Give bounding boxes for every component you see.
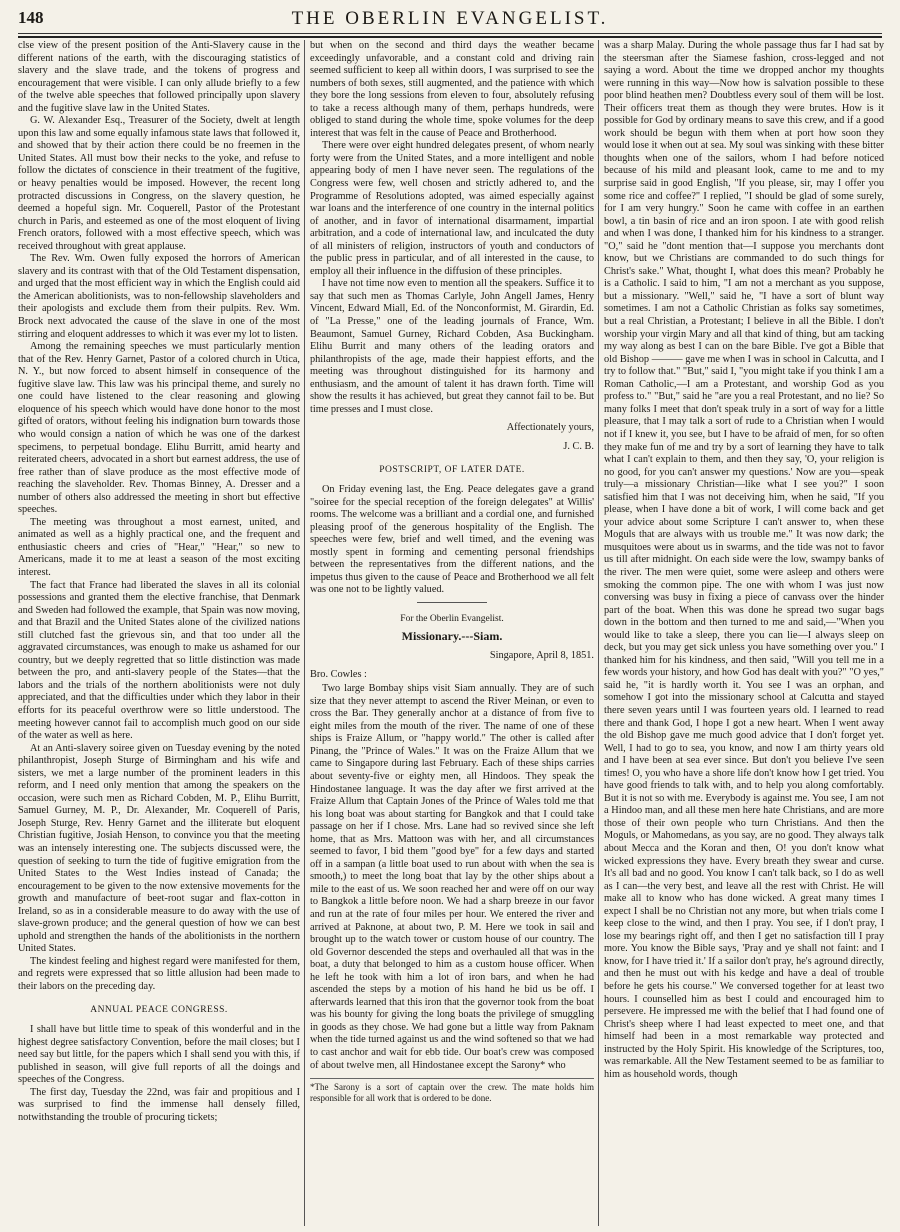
column-2 [310,40,594,1224]
paragraph: was a sharp Malay. During the whole passage thus far I had sat by the steersman after the Siamese fashion, cross-legged and not saying a word. About the time we dropped anchor my thoughts were running in this way—Now how is salvation possible to these poor blind heathen men? Doubtless every soul of them will be lost. Their officers treat them as though they were brutes. How is it possible for God by ordinary means to save this crew, and if a good work should be begun with them when at port how soon they would lose it when out at sea. My soul was sinking with these bitter thoughts when one of the sailors, whom I had before noticed because of his mild and pleasant look, came to me and to my surprise said in good English, "If you please, sir, may I offer you some rice and coffee?" I replied, "I should be glad of some surely, for I am very hungry." Soon he came with coffee in an earthen bowl, a tin basin of rice and an iron spoon. I ate with good relish and when I was done, I thanked him for his kindness to a stranger. "O," said he "dont mention that—I suppose you merchants dont know, but we Christians are commanded to do such things for Christ's sake." What, thought I, what does this mean? Probably he is a Catholic. I said to him, "I am not a merchant as you suppose, but a missionary. "Well," said he, "I have a sort of blunt way sometimes. I am not a Catholic Christian as folks say sometimes, but a real Christian, a Protestant; I believe in all the Bible. I don't worship your virgin Mary and all that kind of thing, but am tacking my way along as best I can on the bare Bible. I've got a Bible that old Bishop ——— gave me when I was in school in Calcutta, and I try to follow that." "But," said I, "you might take if you think I am a Roman Catholic,—I am a Protestant, and worship God as you profess to." "But," said he "are you a real Protestant, and no lie? So many folks I meet that don't speak truly in a sort of way for a little pleasure, that I may talk a sort of rude to a Christian when I would not if I knew it, you see, but I have to be afraid of men, for so often they make fun of me and try by a sort of learning they have to talk what I can't explain to them, and then they say, 'O, your religion is no good, for you can't answer my questions.' Now are you—speak truly—a missionary Christian—like what I see you?" I soon satisfied him that I was not deceiving him, when he said, "If you please, when I have done a bit of work, I will come back and get your advice about some Scripture I can't answer to, when these Moguls that are always with us trouble me." It was now dark; the musquitoes were about us in swarms, and the tide was not to favor us till after midnight. On each side were the low, swampy banks of the river. The men were quiet, some were asleep and others were smoking the common pipe. The one with whom I was just now conversing was busy in fixing a piece of canvass over the hinder part of the boat. When this was done he spread two sugar bags down in the bottom and then turned to me and said,—"When you would like to take a sleep, there you can lie—I always sleep on deck, but you may get sick unless you have something over you." I thanked him for his kindness, and then said, "Will you tell me in a few words your history, and how God has dealt with you?" "O yes," said he, "it is hardly worth it. You see I was an orphan, and somehow I got into the missionary school at Calcutta and stayed there seven years until I was fourteen years old. I learned to read there and thank God, I hope I got a new heart. When I went away the old Bishop gave me much good advice that I don't forget yet. Well, I had to go to sea, you know, and now I am thirty years old and I have been at sea ever since. But don't you believe I've seen times! O, you who have a shore life don't know how I get tried. You have good friends to talk with, and to help you along comfortably. But it is not so with me. Everybody is against me. You see, I am not a Hindoo man, and all these men here hate Christians, and are more those of their own people who turn Christians. And then the Moguls, or Mahomedans, as you say, are no good. They always talk about Mecca and the Koran and then, O! you don't know what wicked expressions they have. Every breath they swear and curse. It's all bad and no good. You know I can't talk back, so I do as well as I can—the very best, and leave all the rest with Christ. He will make all to know who has done wicked. A great many times I expect I shall be no Christian not any more, but when trials come I keep close to the wind, and then I pray. You see, if I don't pray, I lose my bearings right off, and then I get no satisfaction till I pray more. You know the Bible says, 'Pray and ye shall not faint: and I know, for I have tried it.' If a sailor don't pray, he's aground directly, and then he must out with his kedge and have a deal of trouble before he gets his course." We conversed together for at least two hours. I counselled him as best I could and encouraged him to persevere. He impressed me with the belief that I had found one of Christ's sheep where I had least expected to meet one, and that himself had been in a most remarkable way protected and instructed by the Holy Spirit. His knowledge of the Scriptures, too, was remarkable. All the New Testament seemed to be as familiar to him as household words, though [604,40,884,1080]
column-divider [598,40,599,1226]
letter-closing: Affectionately yours, [506,422,594,434]
article-title: Missionary.---Siam. [401,628,503,643]
article-dateline: Singapore, April 8, 1851. [489,650,594,662]
header-rule-thick [18,36,882,38]
paragraph: Two large Bombay ships visit Siam annually. They are of such size that they never attempt to ascend the River Meinan, or even to cross the Bar. They generally anchor at a distance of from five to eight miles from the mouth of the river. The name of one of these ships is Fraize Allum, or "happy world." The other is called after Pinang, the "Prince of Wales." It was on the Fraize Allum that we came to Singapore during last February. Each of these ships carries about seventy-five or eighty men, all Hindoos. They speak the Hindostanee language. It was the day after we first arrived at the Fraize Allum that Captain Jones of the Prince of Wales told me that his long boat was about starting for Bangkok and that I could take passage on her if I chose. Mrs. Lane had so revived since she left home, that as Mrs. Mattoon was with her, and all circumstances seemed to favor, I bid them "good bye" for a few days and started off in a sampan (a little boat used to run about with when the sea is smooth,) to meet the long boat that lay by the other ships about a mile to the east of us. We soon reached her and were off on our way to Bangkok a little before noon. We had a sharp breeze in our favor and run at the rate of four miles per hour. We entered the river and arrived at Paknone, at about two, P. M. Here we took in sail and brought up to the watch tower or custom house of our country. The old Governor descended the steps and overhauled all that was in the boat, a duty that belonged to him as a custom house officer. When he left he took with him a lot of iron bars, and when he had ascended the steps by a motion of his hand he bid us be off. I afterwards learned that this iron that the governor took from the boat was his bounty for giving the long boats the privilege of smuggling in goods as they chose. We had gone but a little way from Paknam when the tide turned against us and the wind softened so that we had to cast anchor and wait for ebb tide. Our boat's crew was composed of about twelve men, all Hindostanee except the Sarony* who [310,683,594,1071]
salutation: Bro. Cowles : [310,668,367,680]
column-1 [18,40,300,1224]
paragraph: The first day, Tuesday the 22nd, was fair and propitious and I was surprised to find the immense hall densely filled, notwithstanding the trouble of procuring tickets; [18,1086,300,1123]
paragraph: clse view of the present position of the Anti-Slavery cause in the different nations of the earth, with the discouraging statistics of slavery and the slave trade, and the tokens of progress and encouragement that were visible. I can only allude briefly to a few of the twelve able speeches that followed principally upon slavery and the fugitive slave law in the United States. [18,40,300,114]
attribution-line: For the Oberlin Evangelist. [400,613,504,624]
paragraph: I have not time now even to mention all the speakers. Suffice it to say that such men as Thomas Carlyle, John Angell James, Henry Vincent, Edward Miall, Ed. of the Nonconformist, M. Girardin, Ed. of "La Presse," one of the leading journals of France, Wm. Beaumont, Samuel Gurney, Richard Cobden, Asa Buckingham. Elihu Burrit and many others of the leading orators and philanthropists of the age, made their happiest efforts, and the meeting was throughout distinguished for its harmony and enthusiasm, and the amount of talent it has drawn forth. Time will show the results it has achieved, but great they cannot fail to be. But time presses and I must close. [310,278,594,415]
paragraph: but when on the second and third days the weather became exceedingly unfavorable, and a constant cold and driving rain seemed sufficient to keep all within doors, I was surprised to see the numbers of both sexes, still augmented, and the patience with which they bore the long sessions from eleven to four, absolutely refusing to take a recess although many of them, perhaps hundreds, were obliged to stand during the whole time, spoke volumes for the deep interest that was felt in the cause of Peace and Brotherhood. [310,40,594,139]
paragraph: The Rev. Wm. Owen fully exposed the horrors of American slavery and its contrast with that of the Old Testament dispensation, and urged that the most efficient way in which the English could aid the American abolitionists, was to non-fellowship slaveholders and their apologists and exclude them from their pulpits. Rev. Wm. Brock next advocated the cause of the slave in one of the most stirring and eloquent addresses to which it was ever my lot to listen. [18,253,300,340]
paragraph: At an Anti-slavery soiree given on Tuesday evening by the noted philanthropist, Joseph Sturge of Birmingham and his wife and sisters, we met a large number of the prominent leaders in this reform, and I need only mention that among the speakers on the occasion, were such men as Richard Cobden, M. P., Elihu Burritt, Samuel Gurney, M. P., Dr. Alexander, Mr. Coquerell of Paris, Joseph Sturge, Rev. Henry Garnet and the illiterate but eloquent Christian fugitive, Josiah Henson, to convince you that the meeting was an intensely interesting one. The subjects discussed were, the question of seeking to turn the tide of fugitive emigration from the United States to the West Indies instead of Canada; the encouragement to be given to the now extensive movements for the growth and manufacture of beet-root sugar and flax-cotton in Ireland, so as in a considerable measure to do away with the use of slave-grown produce; and the general question of how we can best uphold and strengthen the hands of the abolitionists in the northern United States. [18,742,300,955]
header-rule [18,33,882,34]
section-heading: ANNUAL PEACE CONGRESS. [90,1004,228,1015]
column-3 [604,40,884,1224]
paragraph: The fact that France had liberated the slaves in all its colonial possessions and granted them the elective franchise, that Denmark and Sweden had followed the example, that Spain was now moving, and that Brazil and the United States alone of the civilized nations still clutched fast the grievous sin, and that too under all the aggravated circumstances, was enough to make us ashamed for our country, but we deeply regretted that so little distinction was made between the pro, and anti-slavery people of the States—that the labors and the trials of the northern abolitionists were not duly appreciated, and that the difficulties under which they labor in their efforts for its peaceful overthrow were so little understood. The meeting however cannot fail to accomplish much good on our side of the water as well as here. [18,579,300,742]
column-divider [304,40,305,1226]
paragraph: There were over eight hundred delegates present, of whom nearly forty were from the United States, and a more intelligent and noble appearing body of men I have never seen. The regulations of the Congress were few, well chosen and strictly adhered to, and the Programme of Resolutions adopted, was aimed especially against war loans and the interference of one country in the internal politics of another, and in favor of international disarmament, impartial arbitration, and a code of international law, and inculcated the duty of all ministers of religion, instructors of youth and conductors of the public press in particular, and of all interested in the cause, to employ all their influence in the diffusion of these principles. [310,140,594,277]
page-header [18,6,882,32]
paragraph: On Friday evening last, the Eng. Peace delegates gave a grand "soiree for the special reception of the foreign delegates" at Willis' rooms. The welcome was a brilliant and a cordial one, and furnished pleasing proof of the generous hospitality of the English. The speeches were few, brief and well timed, and the evening was mostly spent in forming and cementing personal friendships between the representatives from the different nations, and the impetus thus given to the cause of Peace and Brotherhood we all felt was one not to be lightly valued. [310,484,594,596]
footnote: *The Sarony is a sort of captain over the crew. The mate holds him responsible for all work that is ordered to be done. [310,1078,594,1104]
paragraph: Among the remaining speeches we must particularly mention that of the Rev. Henry Garnet, Pastor of a colored church in Utica, N. Y., but now forced to absent himself in consequence of the fugitive slave law. This law was his principal theme, and surely no one could have listened to the clear reasoning and glowing eloquence of his speech which would have done honor to the most gifted of orators, without feeling his indignation burn towards those who would consign a nation of which he was one of the darkest specimens, to perpetual bondage. Elihu Burritt, amid hearty and reiterated cheers, advocated in a short but earnest address, the use of free rather than of slave produce as the most effective mode of reaching the slaveholder. Rev. Thomas Binney, A. Dresser and a number of others also addressed the meeting in short but effective speeches. [18,341,300,516]
postscript-heading: POSTSCRIPT, OF LATER DATE. [379,464,525,475]
masthead-title: THE OBERLIN EVANGELIST. [291,8,609,29]
section-divider [417,602,487,603]
page-number: 148 [18,8,44,27]
letter-signature: J. C. B. [563,440,594,452]
paragraph: The kindest feeling and highest regard were manifested for them, and regrets were expressed that so little allusion had been made to their labors on the preceding day. [18,955,300,993]
paragraph: I shall have but little time to speak of this wonderful and in the highest degree satisfactory Convention, before the mail closes; but I need say but little, for the papers which I shall send you with this, if published in season, will give full reports of all the doings and speeches of the Congress. [18,1024,300,1086]
paragraph: G. W. Alexander Esq., Treasurer of the Society, dwelt at length upon this law and some equally infamous state laws that followed it, and showed that by their action there could be no freemen in the United States. All must bow their necks to the yoke, and refuse to follow the dictates of conscience in their treatment of the fugitive, or heavy penalties would be imposed. However, the recent long protracted discussions in Congress, on the slavery question, he deemed a hopeful sign. Mr. Coquerell, Pastor of the Protestant church in Paris, and esteemed as one of the most eloquent of living French orators, followed with a most effective speech, which was received throughout with great applause. [18,115,300,252]
paragraph: The meeting was throughout a most earnest, united, and animated as well as a highly practical one, and the frequent and enthusiastic cheers and cries of "Hear," "Hear," so new to Americans, made it to me at least a season of the most exciting interest. [18,516,300,578]
